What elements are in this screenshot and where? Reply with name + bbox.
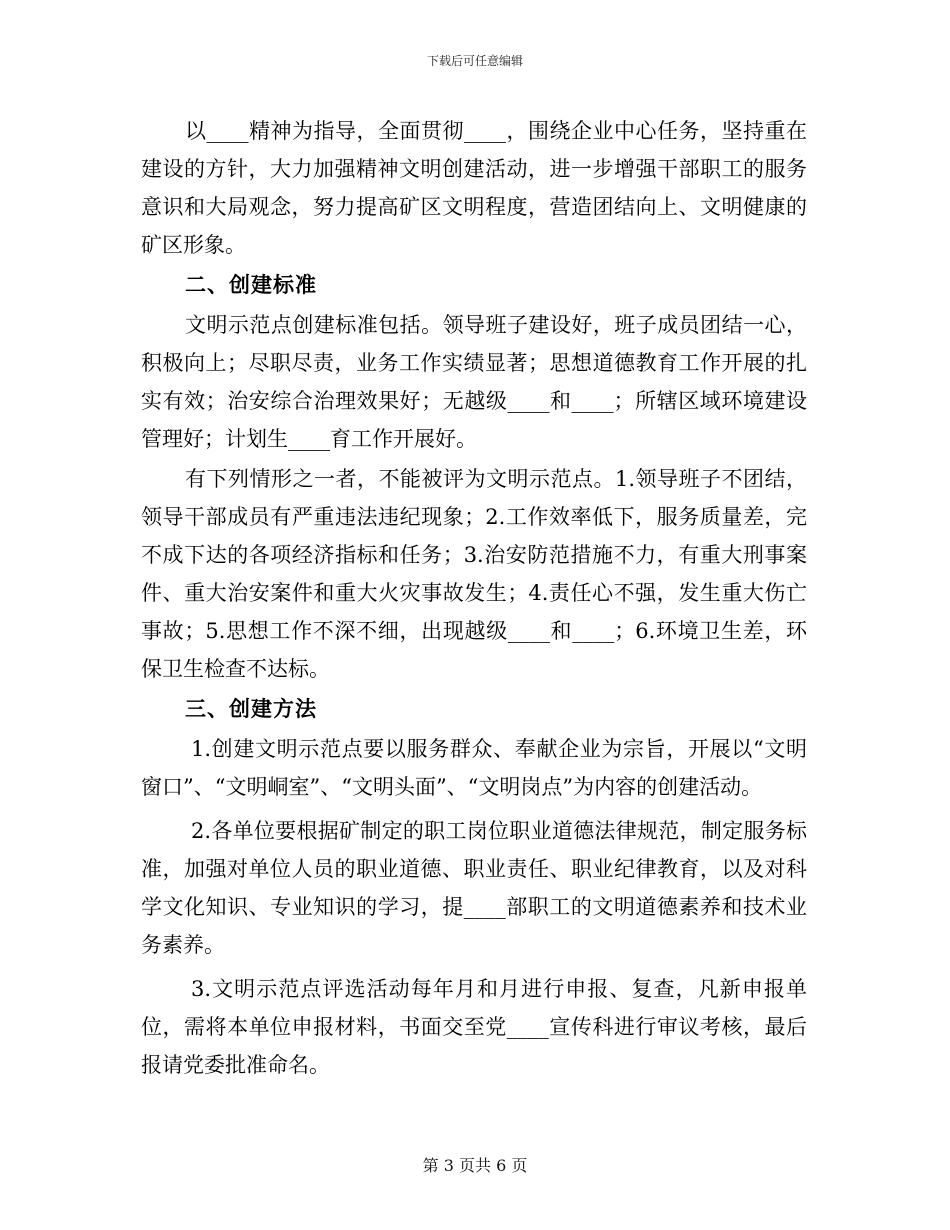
section-heading-standards: 二、创建标准: [185, 272, 317, 297]
disqualification-paragraph: 有下列情形之一者，不能被评为文明示范点。1.领导班子不团结，领导干部成员有严重违法违纪现象；2.工作效率低下，服务质量差，完不成下达的各项经济指标和任务；3.治安防范措施不力，有重大刑事案件、重大治安案件和重大火灾事故发生；4.责任心不强，发生重大伤亡事故；5.思想工作不深不细，出现越级____和____；6.环境卫生差，环保卫生检查不达标。: [141, 467, 807, 681]
document-body: [141, 112, 807, 1084]
method-item-3: 3.文明示范点评选活动每年月和月进行申报、复查，凡新申报单位，需将本单位申报材料，书面交至党____宣传科进行审议考核，最后报请党委批准命名。: [141, 977, 807, 1077]
method-item-2: 2.各单位要根据矿制定的职工岗位职业道德法律规范，制定服务标准，加强对单位人员的职业道德、职业责任、职业纪律教育，以及对科学文化知识、专业知识的学习，提____部职工的文明道德素养和技术业务素养。: [141, 819, 807, 957]
intro-paragraph: 以____精神为指导，全面贯彻____，围绕企业中心任务，坚持重在建设的方针，大力加强精神文明创建活动，进一步增强干部职工的服务意识和大局观念，努力提高矿区文明程度，营造团结向上、文明健康的矿区形象。: [141, 119, 807, 257]
page-header-note: 下载后可任意编辑: [426, 54, 523, 68]
method-item-1: 1.创建文明示范点要以服务群众、奉献企业为宗旨，开展以“文明窗口”、“文明峒室”、“文明头面”、“文明岗点”为内容的创建活动。: [141, 737, 807, 799]
standards-paragraph: 文明示范点创建标准包括。领导班子建设好，班子成员团结一心，积极向上；尽职尽责，业务工作实绩显著；思想道德教育工作开展的扎实有效；治安综合治理效果好；无越级____和____；所辖区域环境建设管理好；计划生____育工作开展好。: [141, 313, 807, 451]
section-heading-methods: 三、创建方法: [185, 696, 317, 721]
page-number-footer: 第 3 页共 6 页: [422, 1156, 528, 1175]
